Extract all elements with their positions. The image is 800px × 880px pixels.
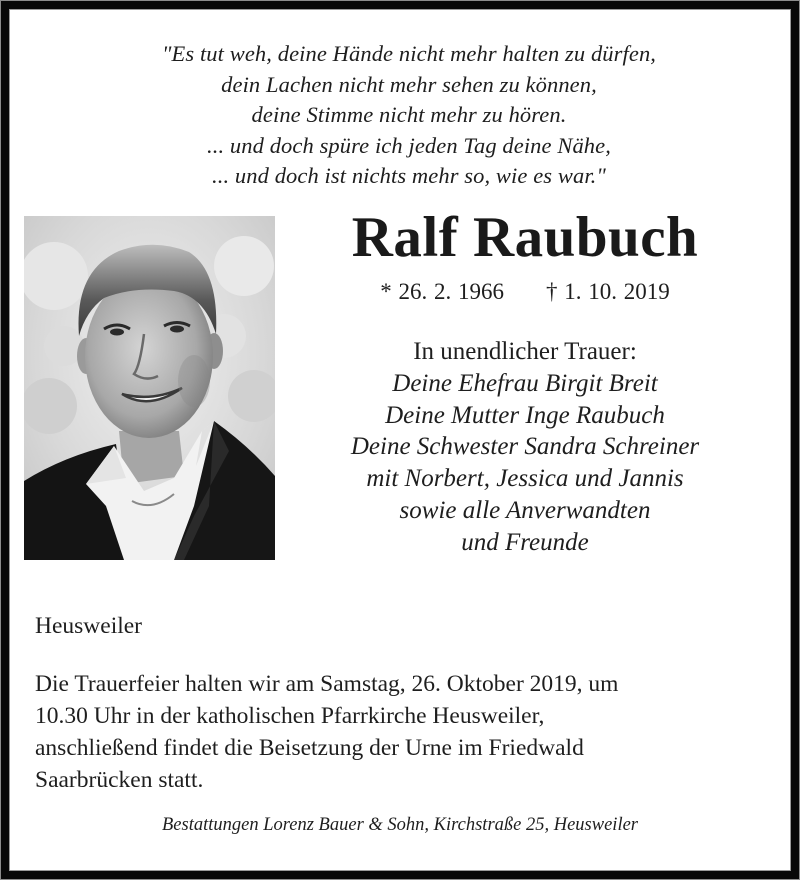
quote-line: ... und doch spüre ich jeden Tag deine Nähe, — [207, 132, 611, 158]
service-line: Saarbrücken statt. — [35, 767, 204, 793]
mourner-line: Deine Mutter Inge Raubuch — [385, 401, 665, 429]
death-date: † 1. 10. 2019 — [546, 279, 670, 304]
funeral-service-notice — [35, 668, 775, 796]
birth-date: * 26. 2. 1966 — [380, 279, 504, 304]
service-line: 10.30 Uhr in der katholischen Pfarrkirche Heusweiler, — [35, 703, 545, 729]
quote-line: dein Lachen nicht mehr sehen zu können, — [221, 71, 597, 97]
mourner-line: mit Norbert, Jessica und Jannis — [366, 465, 684, 493]
mourners-intro: In unendlicher Trauer: — [413, 338, 637, 365]
quote-line: "Es tut weh, deine Hände nicht mehr halten zu dürfen, — [161, 41, 657, 66]
mourners-list — [290, 336, 760, 559]
mourner-line: Deine Schwester Sandra Schreiner — [350, 433, 700, 461]
mourner-line: und Freunde — [461, 528, 589, 556]
quote-line: ... und doch ist nichts mehr so, wie es war." — [212, 163, 606, 189]
life-dates — [290, 278, 760, 306]
portrait-photo — [24, 216, 275, 560]
mourner-line: Deine Ehefrau Birgit Breit — [392, 369, 658, 397]
place-name: Heusweiler — [35, 613, 143, 639]
quote-line: deine Stimme nicht mehr zu hören. — [251, 102, 567, 128]
mourner-line: sowie alle Anverwandten — [399, 496, 651, 524]
undertaker-credit: Bestattungen Lorenz Bauer & Sohn, Kirchstraße 25, Heusweiler — [162, 815, 638, 835]
service-line: Die Trauerfeier halten wir am Samstag, 26. Oktober 2019, um — [35, 671, 619, 697]
deceased-name: Ralf Raubuch — [351, 206, 699, 269]
memorial-quote — [9, 39, 800, 192]
service-line: anschließend findet die Beisetzung der Urne im Friedwald — [35, 735, 584, 761]
